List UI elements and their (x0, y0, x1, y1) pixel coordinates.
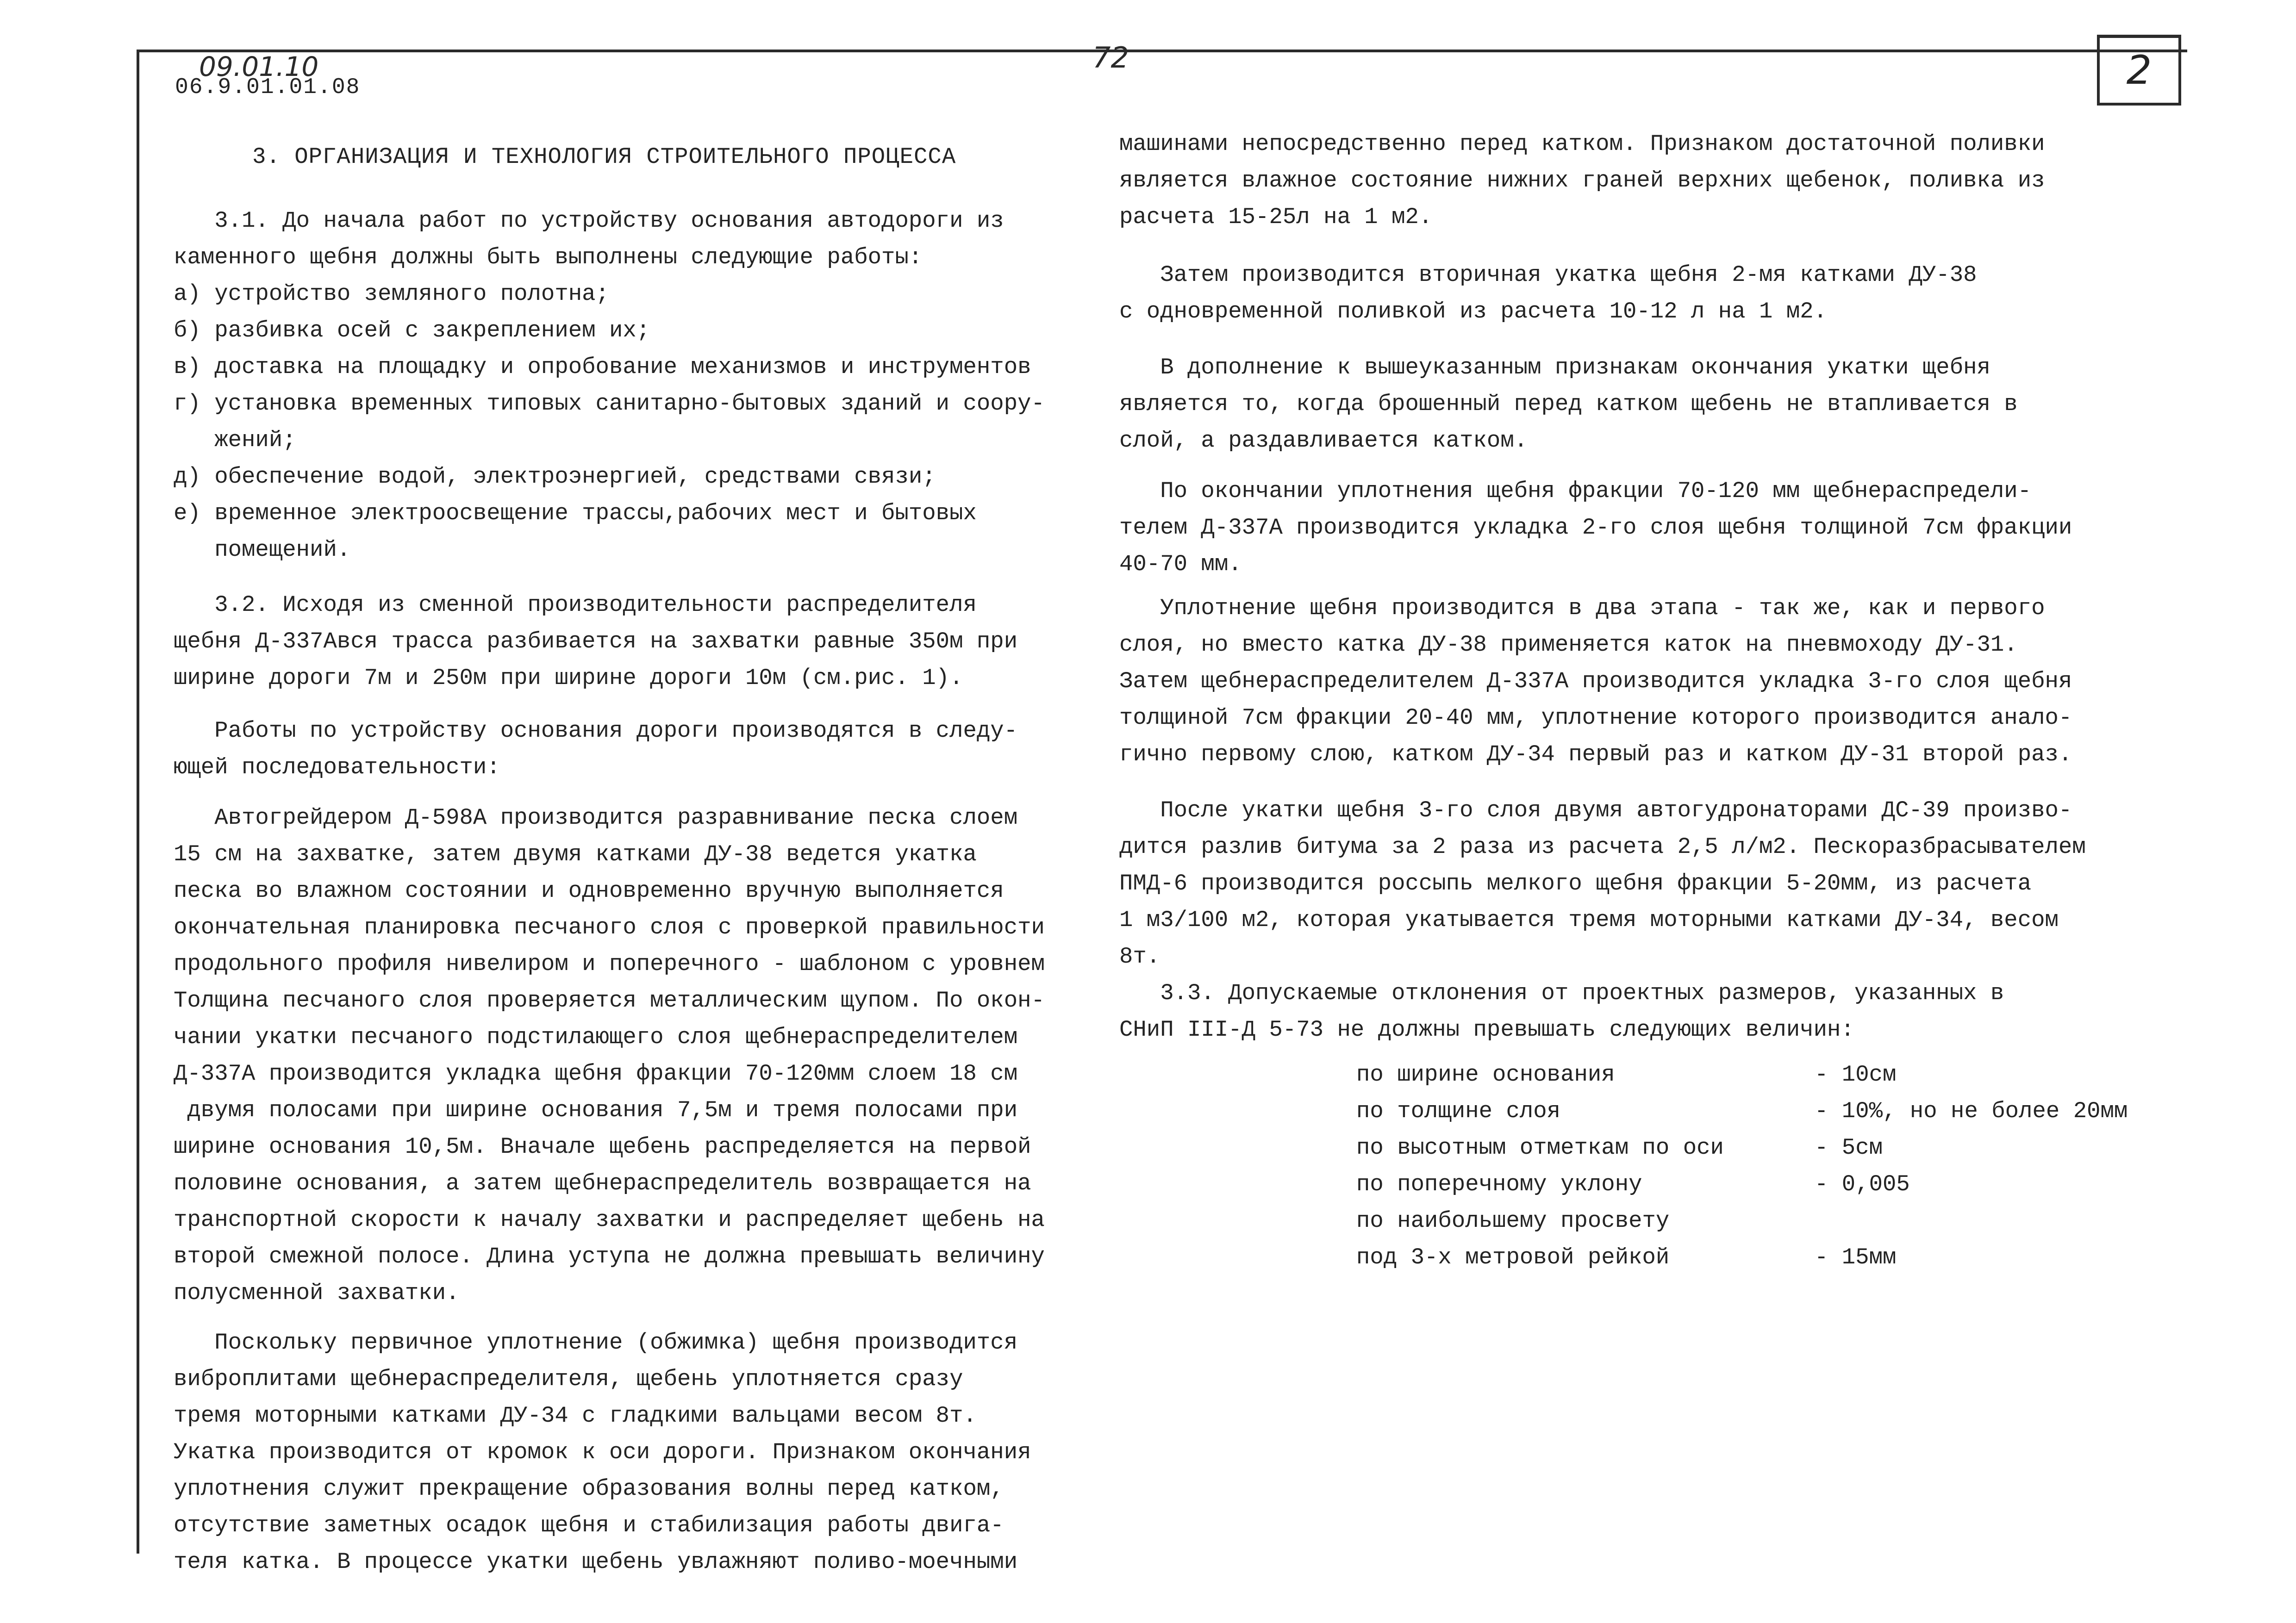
paragraph-line: Автогрейдером Д-598А производится разравнивание песка слоем (174, 805, 1018, 831)
paragraph-line: отсутствие заметных осадок щебня и стабилизация работы двига- (174, 1512, 1004, 1538)
tolerance-value: - 10%, но не более 20мм (1815, 1098, 2128, 1124)
frame-left-border (137, 50, 139, 1554)
tolerance-value: - 0,005 (1815, 1171, 1910, 1197)
paragraph-line: виброплитами щебнераспределителя, щебень уплотняется сразу (174, 1366, 963, 1392)
paragraph-line: окончательная планировка песчаного слоя с проверкой правильности (174, 914, 1045, 940)
paragraph-line: расчета 15-25л на 1 м2. (1119, 204, 1433, 230)
tolerance-value: - 10см (1815, 1062, 1897, 1088)
paragraph-line: является то, когда брошенный перед катком щебень не втапливается в (1119, 391, 2018, 417)
paragraph-line: двумя полосами при ширине основания 7,5м и тремя полосами при (174, 1097, 1018, 1123)
paragraph-line: второй смежной полосе. Длина уступа не должна превышать величину (174, 1244, 1045, 1269)
tolerance-parameter: по толщине слоя (1356, 1098, 1561, 1124)
tolerance-parameter: по ширине основания (1356, 1062, 1615, 1088)
tolerance-parameter: по наибольшему просвету (1356, 1208, 1670, 1234)
paragraph-line: гично первому слою, катком ДУ-34 первый раз и катком ДУ-31 второй раз. (1119, 741, 2072, 767)
paragraph-line: СНиП III-Д 5-73 не должны превышать следующих величин: (1119, 1017, 1854, 1043)
page-number: 72 (1092, 41, 1129, 75)
paragraph-line: 3.2. Исходя из сменной производительности распределителя (174, 592, 977, 618)
list-item: а) устройство земляного полотна; (174, 281, 609, 307)
paragraph-line: Затем щебнераспределителем Д-337А производится укладка 3-го слоя щебня (1119, 668, 2072, 694)
frame-top-border (137, 50, 2187, 52)
paragraph-line: является влажное состояние нижних граней верхних щебенок, поливка из (1119, 168, 2045, 193)
paragraph-line: чании укатки песчаного подстилающего слоя щебнераспределителем (174, 1024, 1018, 1050)
paragraph-line: слой, а раздавливается катком. (1119, 428, 1528, 454)
tolerance-parameter: по поперечному уклону (1356, 1171, 1642, 1197)
paragraph-line: теля катка. В процессе укатки щебень увлажняют поливо-моечными (174, 1549, 1018, 1575)
paragraph-line: Д-337А производится укладка щебня фракции 70-120мм слоем 18 см (174, 1061, 1018, 1087)
paragraph-line: 15 см на захватке, затем двумя катками ДУ-38 ведется укатка (174, 841, 977, 867)
list-item: б) разбивка осей с закреплением их; (174, 317, 650, 343)
paragraph-line: полусменной захватки. (174, 1280, 460, 1306)
tolerance-value: - 15мм (1815, 1244, 1897, 1270)
list-item: д) обеспечение водой, электроэнергией, средствами связи; (174, 464, 936, 490)
paragraph-line: Толщина песчаного слоя проверяется металлическим щупом. По окон- (174, 988, 1045, 1014)
list-item: помещений. (174, 537, 351, 563)
paragraph-line: ширине основания 10,5м. Вначале щебень распределяется на первой (174, 1134, 1031, 1160)
section-title: 3. ОРГАНИЗАЦИЯ И ТЕХНОЛОГИЯ СТРОИТЕЛЬНОГО ПРОЦЕССА (252, 144, 956, 170)
paragraph-line: Уплотнение щебня производится в два этапа - так же, как и первого (1119, 595, 2045, 621)
paragraph-line: каменного щебня должны быть выполнены следующие работы: (174, 244, 923, 270)
paragraph-line: тремя моторными катками ДУ-34 с гладкими вальцами весом 8т. (174, 1403, 977, 1429)
document-code: 06.9.01.01.08 (175, 75, 361, 100)
list-item: г) установка временных типовых санитарно-бытовых зданий и соору- (174, 391, 1045, 417)
paragraph-line: Поскольку первичное уплотнение (обжимка) щебня производится (174, 1330, 1018, 1356)
paragraph-line: телем Д-337А производится укладка 2-го слоя щебня толщиной 7см фракции (1119, 515, 2072, 541)
paragraph-line: слоя, но вместо катка ДУ-38 применяется каток на пневмоходу ДУ-31. (1119, 632, 2018, 658)
tolerance-parameter: под 3-х метровой рейкой (1356, 1244, 1670, 1270)
paragraph-line: Укатка производится от кромок к оси дороги. Признаком окончания (174, 1439, 1031, 1465)
paragraph-line: 1 м3/100 м2, которая укатывается тремя моторными катками ДУ-34, весом (1119, 907, 2059, 933)
paragraph-line: машинами непосредственно перед катком. Признаком достаточной поливки (1119, 131, 2045, 157)
paragraph-line: 3.1. До начала работ по устройству основания автодороги из (174, 208, 1004, 234)
list-item: е) временное электроосвещение трассы,рабочих мест и бытовых (174, 500, 977, 526)
tolerance-parameter: по высотным отметкам по оси (1356, 1135, 1724, 1161)
paragraph-line: с одновременной поливкой из расчета 10-12 л на 1 м2. (1119, 298, 1828, 324)
paragraph-line: 3.3. Допускаемые отклонения от проектных размеров, указанных в (1119, 980, 2004, 1006)
paragraph-line: Работы по устройству основания дороги производятся в следу- (174, 718, 1018, 744)
paragraph-line: толщиной 7см фракции 20-40 мм, уплотнение которого производится анало- (1119, 705, 2072, 731)
paragraph-line: щебня Д-337Ався трасса разбивается на захватки равные 350м при (174, 628, 1018, 654)
paragraph-line: дится разлив битума за 2 раза из расчета 2,5 л/м2. Пескоразбрасывателем (1119, 834, 2086, 860)
paragraph-line: 40-70 мм. (1119, 551, 1242, 577)
paragraph-line: После укатки щебня 3-го слоя двумя автогудронаторами ДС-39 произво- (1119, 797, 2072, 823)
paragraph-line: По окончании уплотнения щебня фракции 70-120 мм щебнераспредели- (1119, 478, 2032, 504)
sheet-number-box (2097, 35, 2181, 106)
paragraph-line: песка во влажном состоянии и одновременно вручную выполняется (174, 878, 1004, 904)
paragraph-line: В дополнение к вышеуказанным признакам окончания укатки щебня (1119, 354, 1990, 380)
sheet-number: 2 (2126, 47, 2152, 93)
right-column (1119, 0, 2086, 1043)
list-item: в) доставка на площадку и опробование механизмов и инструментов (174, 354, 1031, 380)
paragraph-line: половине основания, а затем щебнераспределитель возвращается на (174, 1170, 1031, 1196)
paragraph-line: Затем производится вторичная укатка щебня 2-мя катками ДУ-38 (1119, 262, 1977, 288)
paragraph-line: продольного профиля нивелиром и поперечного - шаблоном с уровнем (174, 951, 1045, 977)
tolerance-value: - 5см (1815, 1135, 1883, 1161)
paragraph-line: ширине дороги 7м и 250м при ширине дороги 10м (см.рис. 1). (174, 665, 963, 691)
paragraph-line: 8т. (1119, 944, 1160, 970)
handwritten-date: 09.01.10 (199, 51, 319, 82)
paragraph-line: ющей последовательности: (174, 754, 500, 780)
paragraph-line: уплотнения служит прекращение образования волны перед катком, (174, 1476, 1004, 1502)
list-item: жений; (174, 427, 296, 453)
paragraph-line: ПМД-6 производится россыпь мелкого щебня фракции 5-20мм, из расчета (1119, 871, 2032, 896)
paragraph-line: транспортной скорости к началу захватки и распределяет щебень на (174, 1207, 1045, 1233)
